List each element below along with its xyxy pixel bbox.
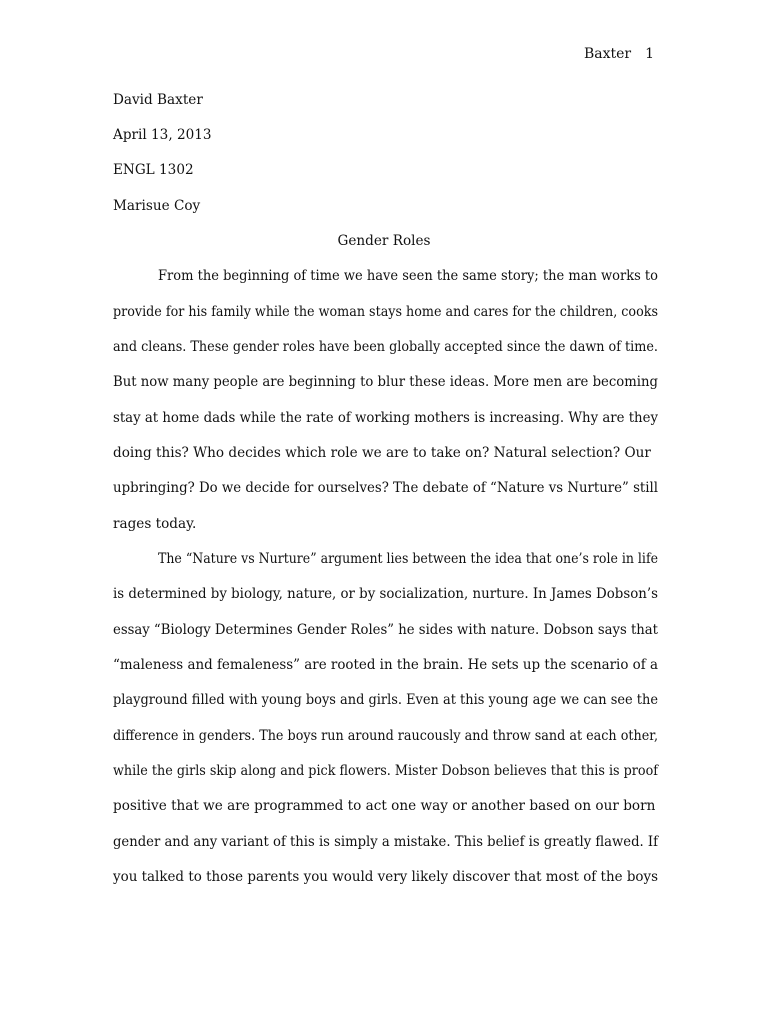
paragraph-2-line-4: “maleness and femaleness” are rooted in the brain. He sets up the scenario of a (113, 657, 658, 673)
course-line: ENGL 1302 (113, 162, 194, 178)
paragraph-1-line-7: upbringing? Do we decide for ourselves? The debate of “Nature vs Nurture” still (113, 480, 659, 496)
paragraph-2-line-7: while the girls skip along and pick flowers. Mister Dobson believes that this is proof (113, 763, 658, 779)
paragraph-1-line-1: From the beginning of time we have seen the same story; the man works to (158, 268, 659, 284)
paragraph-1-line-6: doing this? Who decides which role we are to take on? Natural selection? Our (113, 445, 651, 461)
paragraph-2-line-3: essay “Biology Determines Gender Roles” he sides with nature. Dobson says that (113, 622, 658, 638)
date-line: April 13, 2013 (113, 127, 212, 143)
essay-title: Gender Roles (337, 233, 431, 249)
paragraph-1-line-4: But now many people are beginning to blur these ideas. More men are becoming (113, 374, 659, 390)
author-name: David Baxter (113, 92, 203, 108)
instructor-name: Marisue Coy (113, 198, 201, 214)
paragraph-2-line-6: difference in genders. The boys run around raucously and throw sand at each other, (113, 728, 659, 744)
paragraph-1-line-3: and cleans. These gender roles have been globally accepted since the dawn of time. (113, 339, 658, 355)
paragraph-2-line-5: playground filled with young boys and girls. Even at this young age we can see the (113, 692, 659, 708)
paragraph-2-line-8: positive that we are programmed to act one way or another based on our born (113, 798, 656, 814)
page-number: 1 (645, 46, 654, 62)
paragraph-1-line-2: provide for his family while the woman stays home and cares for the children, cooks (113, 304, 658, 320)
running-head-surname: Baxter (583, 46, 632, 62)
paragraph-2-line-9: gender and any variant of this is simply a mistake. This belief is greatly flawed. If (113, 834, 658, 850)
paragraph-1-line-5: stay at home dads while the rate of working mothers is increasing. Why are they (113, 410, 659, 426)
paragraph-2-line-2: is determined by biology, nature, or by socialization, nurture. In James Dobson’s (113, 586, 658, 602)
paragraph-2-line-1: The “Nature vs Nurture” argument lies between the idea that one’s role in life (158, 551, 659, 567)
running-head (584, 44, 654, 64)
paragraph-1-line-8: rages today. (113, 516, 197, 532)
paragraph-2-line-10: you talked to those parents you would very likely discover that most of the boys (113, 869, 659, 885)
